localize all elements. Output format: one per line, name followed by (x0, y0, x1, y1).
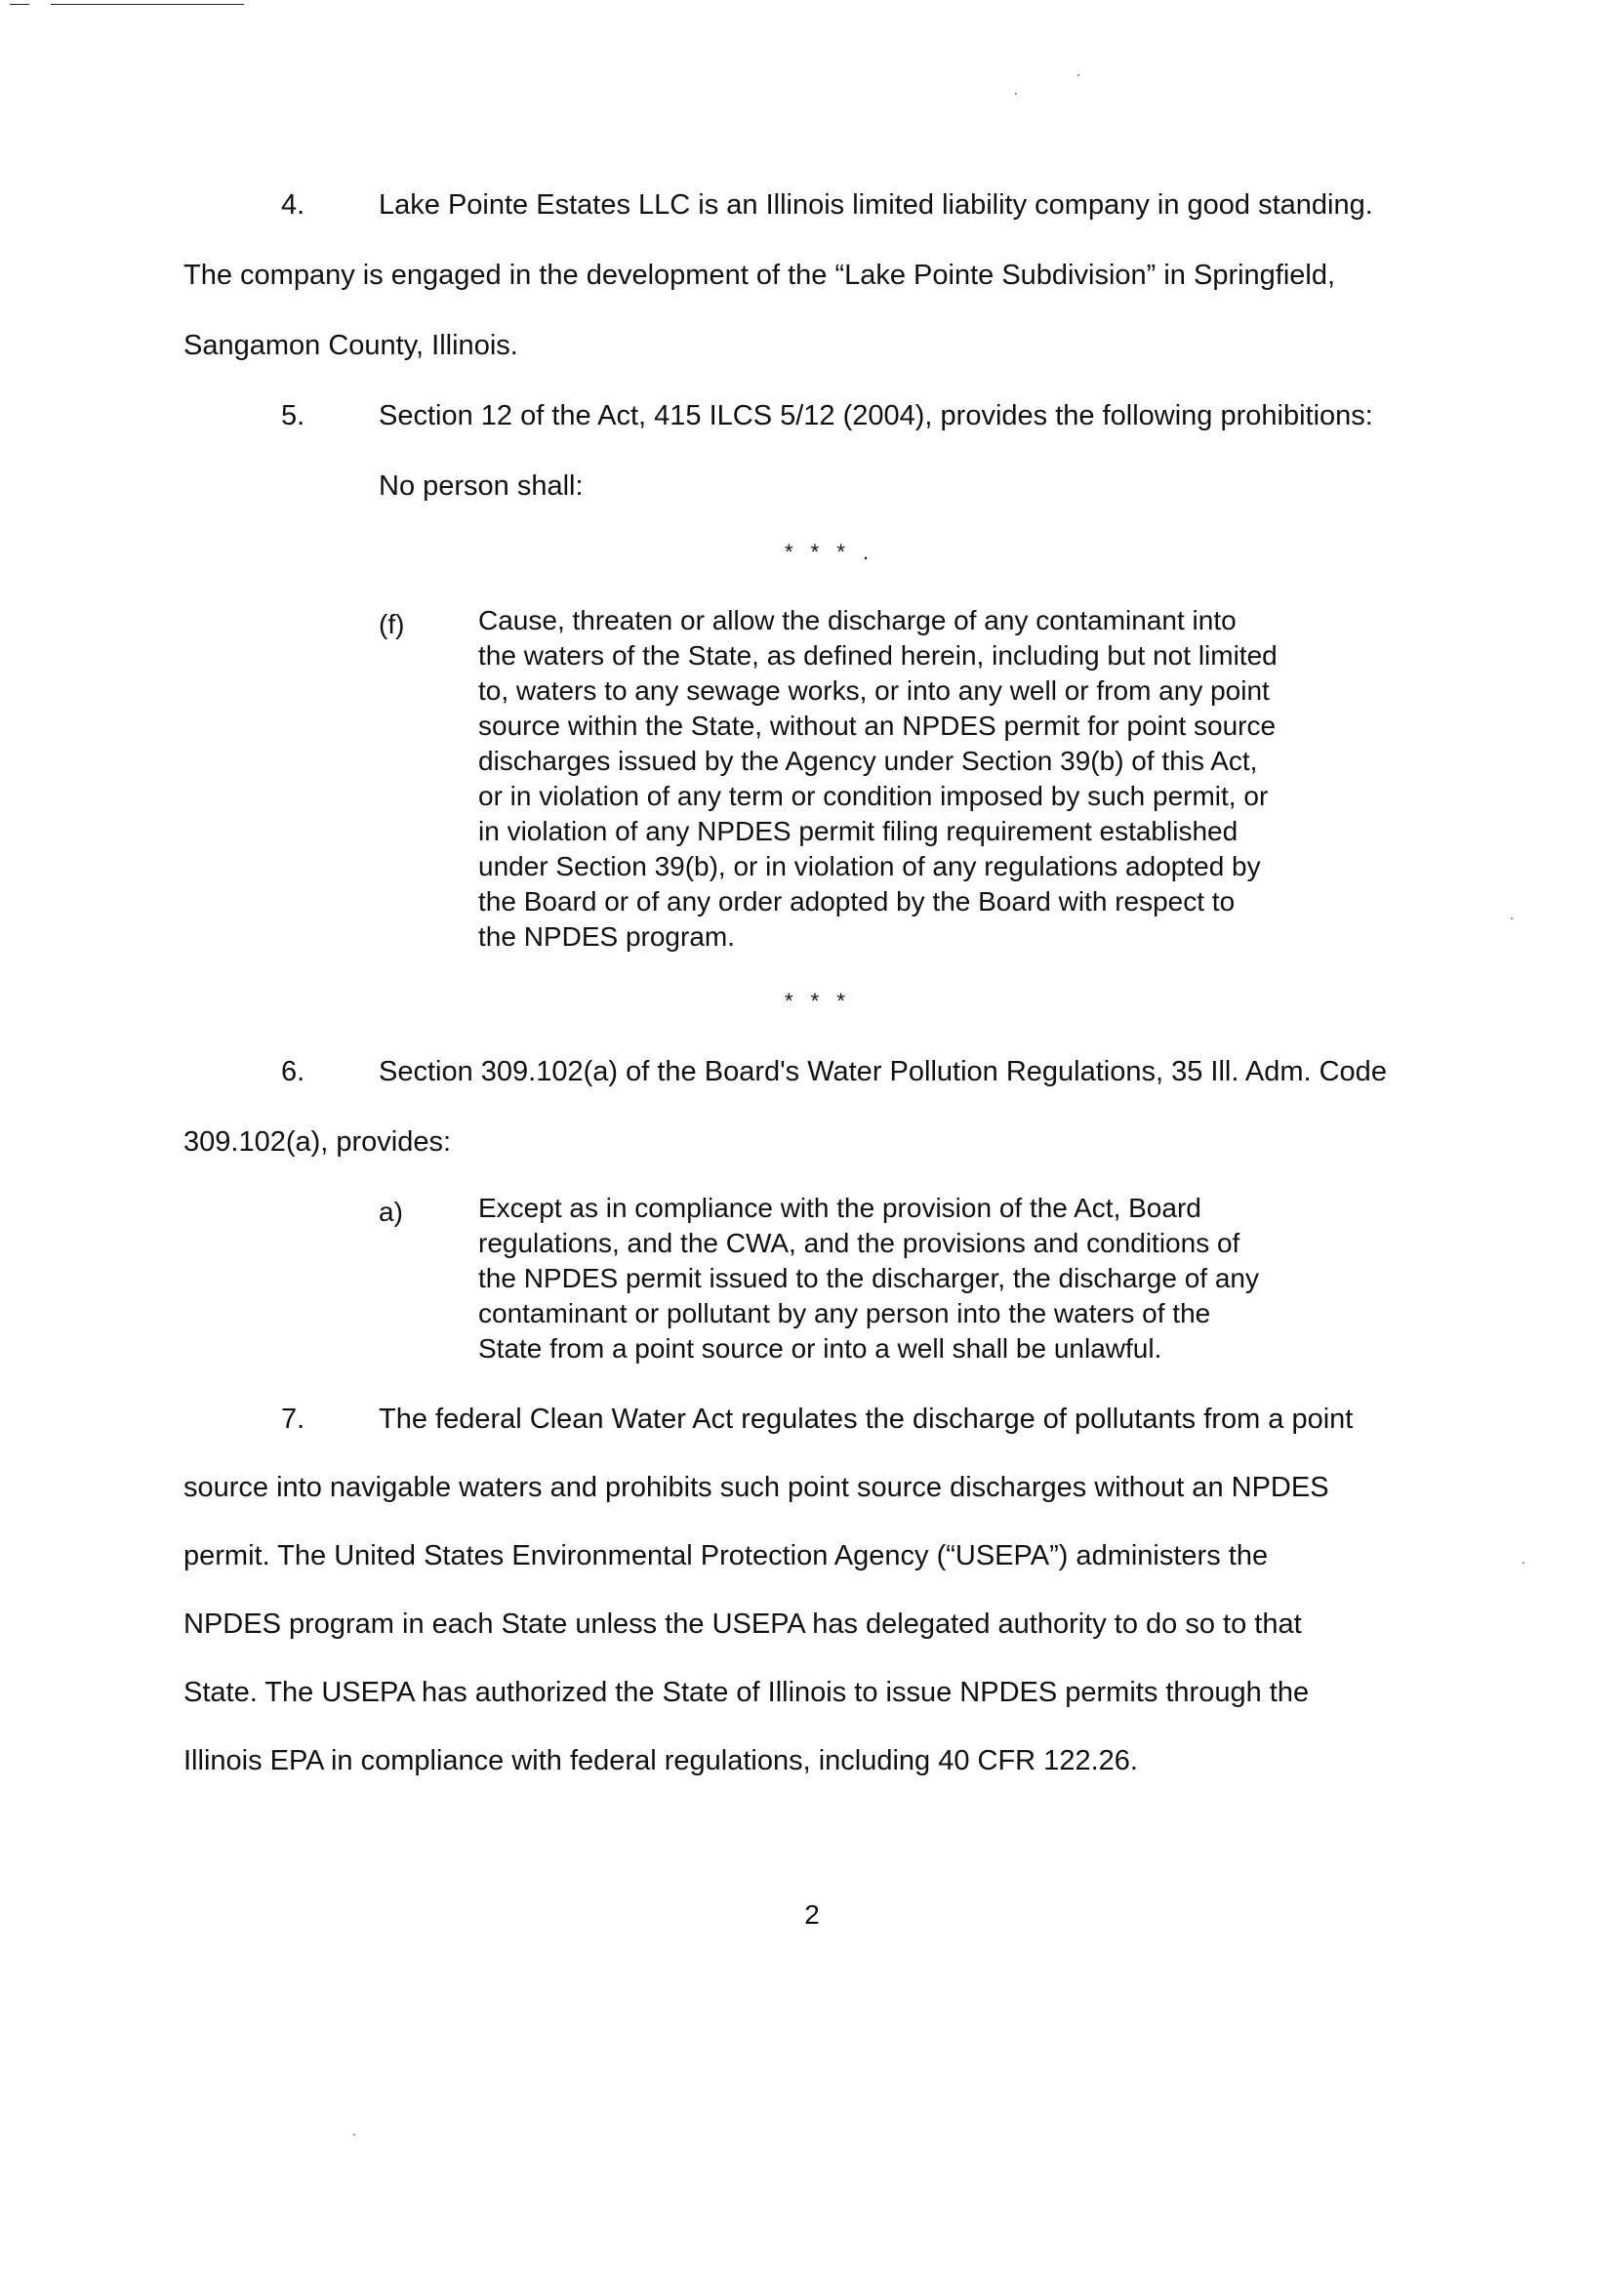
regulation-line: Except as in compliance with the provision of the Act, Board (478, 1193, 1201, 1223)
regulation-line: State from a point source or into a well shall be unlawful. (478, 1333, 1162, 1364)
scan-speck (1077, 74, 1079, 76)
paragraph-text: Section 12 of the Act, 415 ILCS 5/12 (2004), provides the following prohibitions: (379, 400, 1373, 431)
regulation-line: regulations, and the CWA, and the provisions and conditions of (478, 1228, 1240, 1258)
scan-artifact-line (10, 4, 29, 5)
stars-separator: * * * (785, 989, 851, 1013)
paragraph-number: 4. (281, 189, 305, 221)
paragraph-text: NPDES program in each State unless the USEPA has delegated authority to do so to that (183, 1609, 1302, 1640)
paragraph-text: State. The USEPA has authorized the State of Illinois to issue NPDES permits through the (183, 1677, 1310, 1708)
paragraph-text: 309.102(a), provides: (183, 1126, 452, 1158)
quoted-regulation-a (0, 1191, 1624, 1366)
paragraph-text: The company is engaged in the development of the “Lake Pointe Subdivision” in Springfield, (183, 260, 1336, 291)
regulation-text (478, 1191, 1435, 1366)
provision-line: the NPDES program. (478, 921, 735, 952)
provision-line: under Section 39(b), or in violation of any regulations adopted by (478, 851, 1261, 881)
provision-line: source within the State, without an NPDES permit for point source (478, 711, 1277, 741)
regulation-line: the NPDES permit issued to the discharger, the discharge of any (478, 1263, 1259, 1293)
paragraph-number: 5. (281, 400, 305, 431)
paragraph-text: No person shall: (379, 470, 584, 502)
page-number: 2 (804, 1899, 820, 1930)
provision-line: discharges issued by the Agency under Section 39(b) of this Act, (478, 746, 1258, 776)
scan-speck (1522, 1562, 1524, 1564)
regulation-label: a) (379, 1197, 403, 1227)
regulation-line: contaminant or pollutant by any person into the waters of the (478, 1298, 1211, 1328)
provision-line: to, waters to any sewage works, or into any well or from any point (478, 675, 1270, 706)
provision-line: in violation of any NPDES permit filing requirement established (478, 816, 1238, 846)
provision-line: the Board or of any order adopted by the Board with respect to (478, 886, 1236, 917)
paragraph-number: 7. (281, 1404, 305, 1435)
provision-text (478, 603, 1435, 955)
quoted-provision-f (0, 603, 1624, 955)
stars-separator: * * * . (785, 540, 875, 564)
scan-speck (353, 2134, 355, 2136)
paragraph-text: Section 309.102(a) of the Board's Water Pollution Regulations, 35 Ill. Adm. Code (379, 1056, 1387, 1087)
scan-artifact-line (51, 4, 244, 5)
provision-line: Cause, threaten or allow the discharge of any contaminant into (478, 605, 1237, 635)
provision-label: (f) (379, 609, 405, 639)
provision-line: or in violation of any term or condition imposed by such permit, or (478, 781, 1269, 811)
paragraph-number: 6. (281, 1056, 305, 1087)
provision-line: the waters of the State, as defined herein, including but not limited (478, 640, 1278, 671)
scan-speck (1015, 93, 1017, 95)
paragraph-text: Lake Pointe Estates LLC is an Illinois limited liability company in good standing. (379, 189, 1373, 221)
paragraph-text: permit. The United States Environmental Protection Agency (“USEPA”) administers the (183, 1540, 1269, 1571)
paragraph-text: The federal Clean Water Act regulates the discharge of pollutants from a point (379, 1404, 1354, 1435)
paragraph-text: source into navigable waters and prohibits such point source discharges without an NPDES (183, 1472, 1329, 1503)
paragraph-text: Sangamon County, Illinois. (183, 330, 518, 361)
paragraph-text: Illinois EPA in compliance with federal regulations, including 40 CFR 122.26. (183, 1745, 1138, 1776)
